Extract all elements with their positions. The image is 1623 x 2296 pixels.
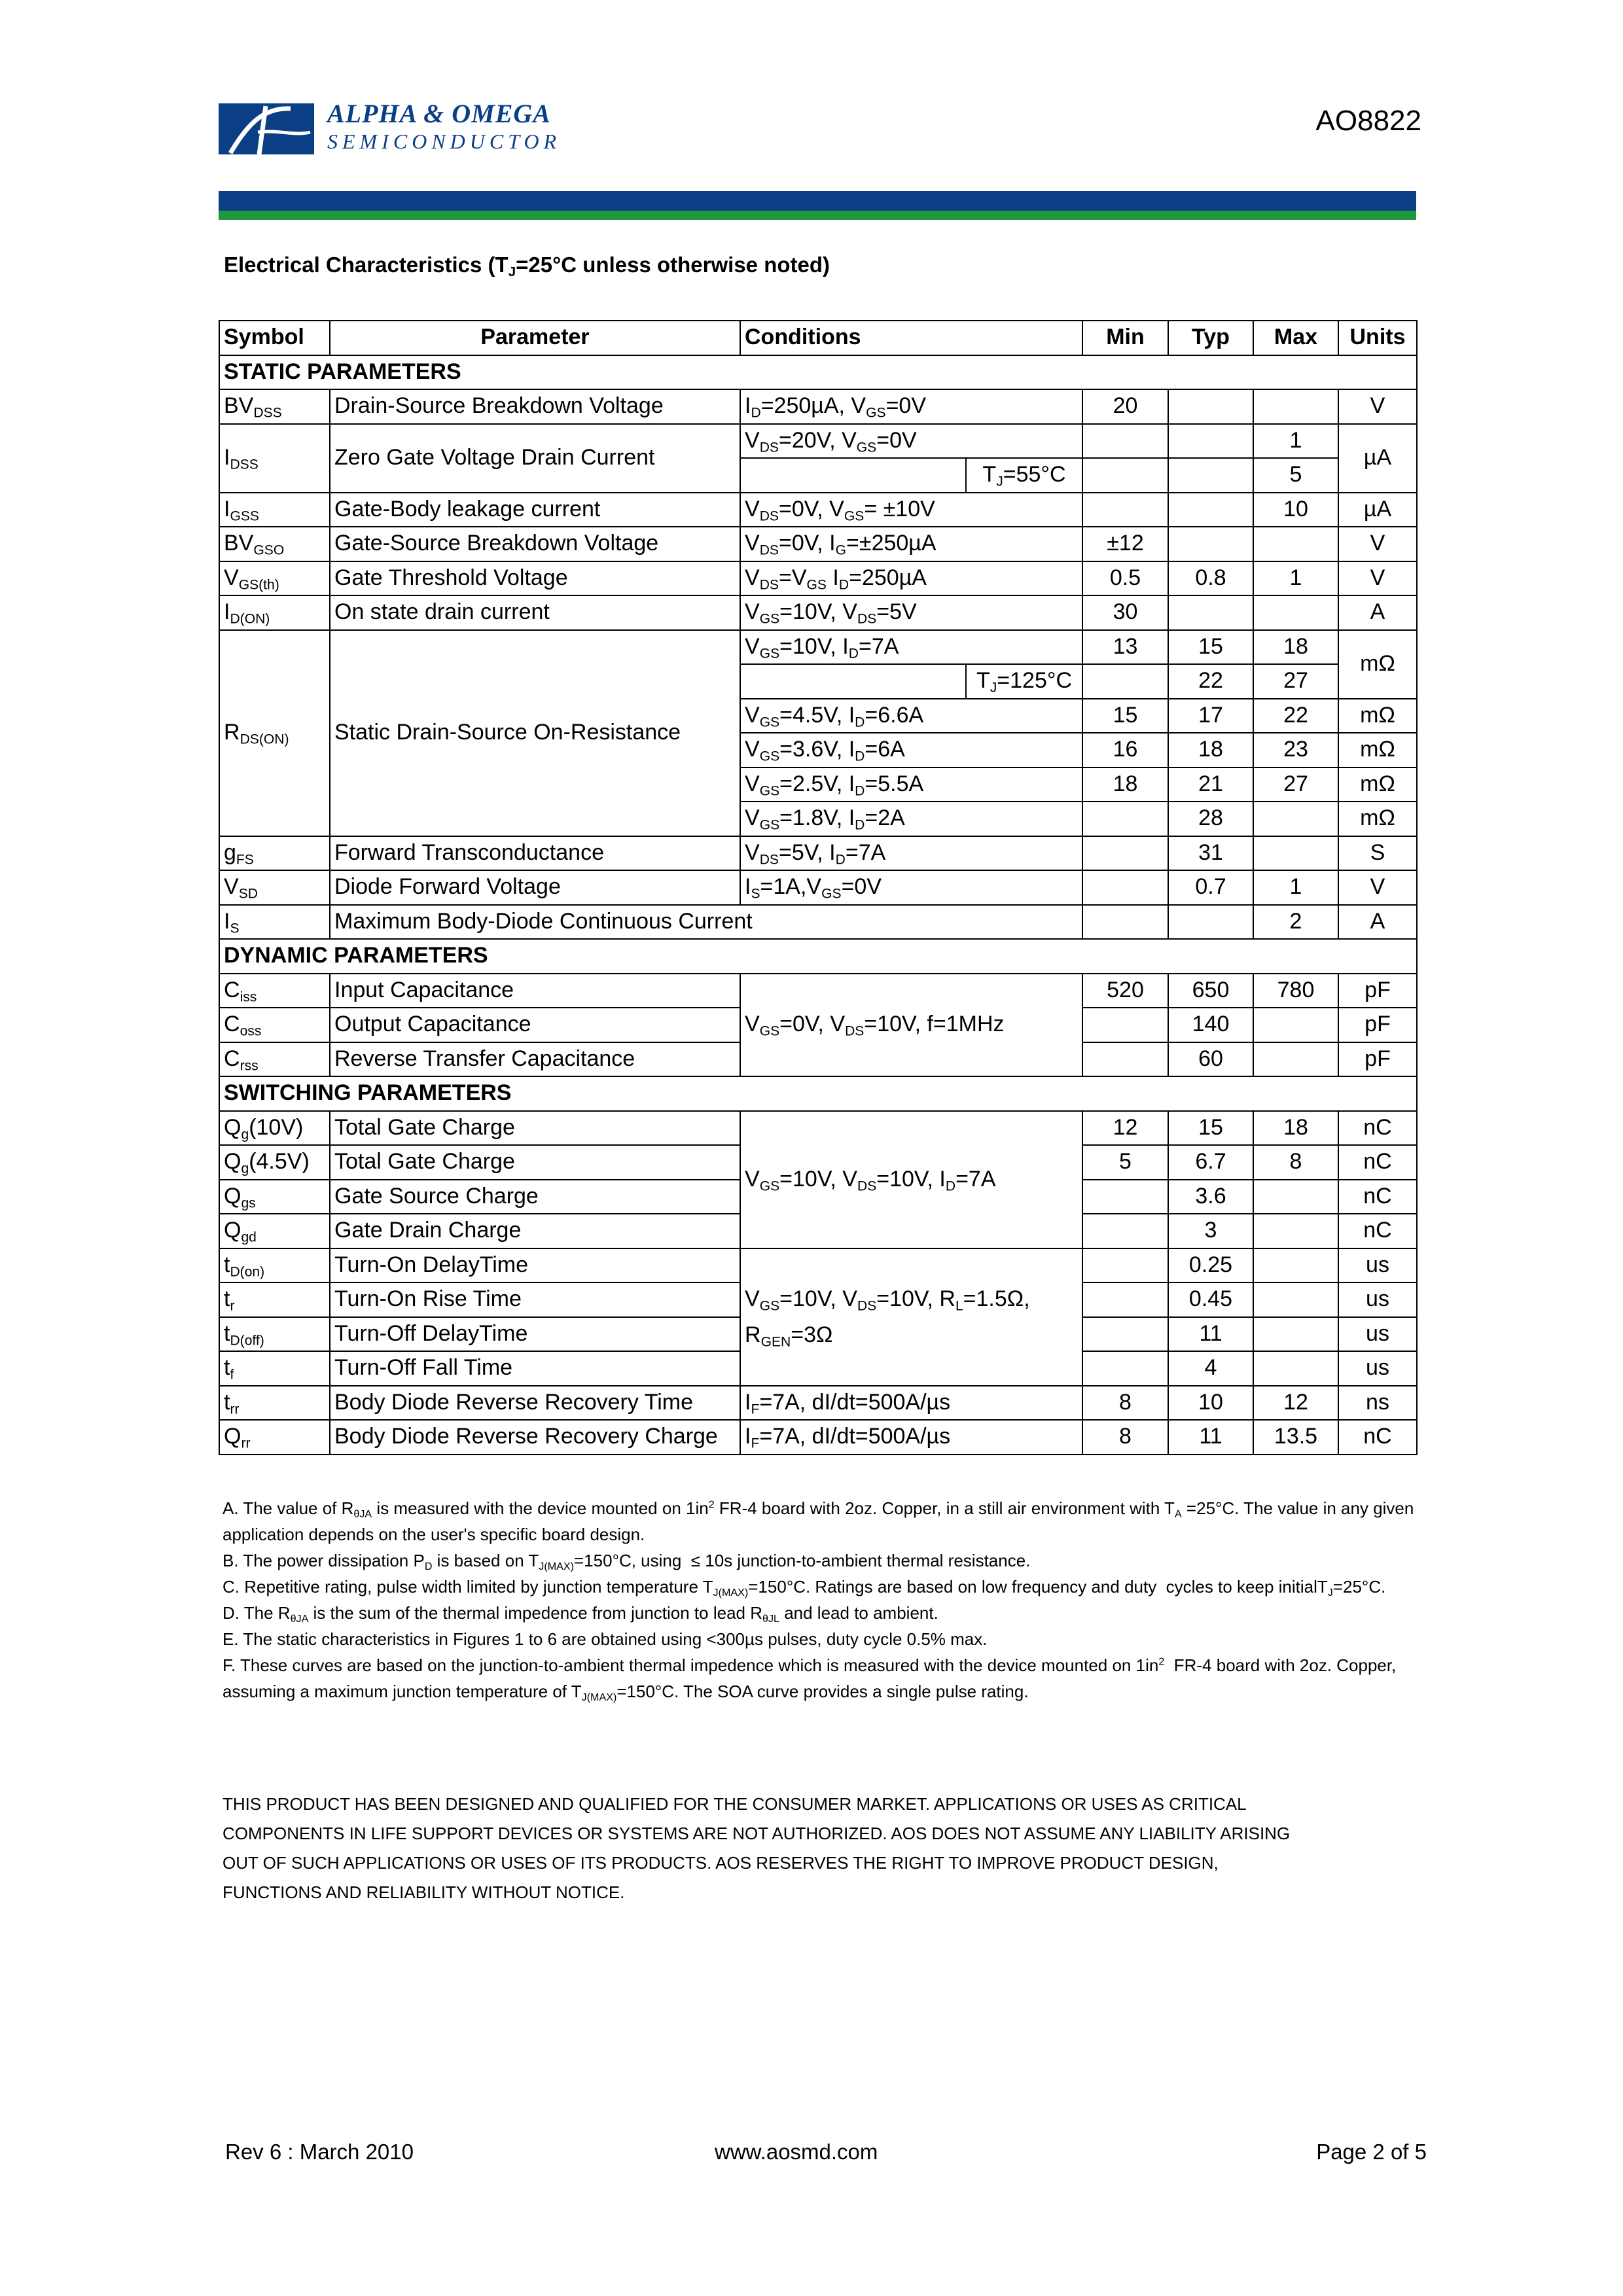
symbol-idss: $I_{DSS}$ [219, 424, 330, 493]
parameter-cell: Gate-Source Breakdown Voltage [330, 527, 740, 561]
section-row-switching [219, 1076, 1417, 1111]
max-cell: 2 [1253, 905, 1338, 940]
table-row [219, 870, 1417, 905]
typ-cell: 31 [1168, 836, 1253, 871]
typ-cell [1168, 389, 1253, 424]
parameter-cell: Turn-Off DelayTime [330, 1317, 740, 1352]
symbol-qg10: $Q_g(10V)$ [219, 1111, 330, 1146]
table-row [219, 1420, 1417, 1455]
parameter-cell: Total Gate Charge [330, 1111, 740, 1146]
sub-condition-cell: $T_J=55^\circ C$ [966, 458, 1082, 493]
conditions-cell-blank [740, 664, 966, 699]
conditions-cell: $V_{GS}=4.5V$, $I_D=6.6A$ [740, 699, 1082, 733]
conditions-cell: $V_{DS}=20V$, $V_{GS}=0V$ [740, 424, 1082, 459]
max-cell: 8 [1253, 1145, 1338, 1180]
min-cell [1082, 1282, 1168, 1317]
parameter-cell: Forward Transconductance [330, 836, 740, 871]
table-row [219, 595, 1417, 630]
parameter-cell: Total Gate Charge [330, 1145, 740, 1180]
typ-cell: 18 [1168, 733, 1253, 768]
typ-cell: 15 [1168, 630, 1253, 665]
header-band-green [219, 211, 1416, 220]
parameter-cell: Turn-On Rise Time [330, 1282, 740, 1317]
units-cell: V [1338, 561, 1417, 596]
header-min: Min [1082, 321, 1168, 355]
table-row [219, 974, 1417, 1008]
max-cell [1253, 389, 1338, 424]
conditions-cell: $V_{GS}=1.8V$, $I_D=2A$ [740, 802, 1082, 836]
typ-cell: 0.8 [1168, 561, 1253, 596]
min-cell [1082, 664, 1168, 699]
parameter-cell: Turn-Off Fall Time [330, 1351, 740, 1386]
conditions-cell: $V_{GS}=10V$, $V_{DS}=10V$, $I_D=7A$ [740, 1111, 1082, 1248]
min-cell: 15 [1082, 699, 1168, 733]
min-cell: 520 [1082, 974, 1168, 1008]
sub-condition-cell: $T_J=125^\circ C$ [966, 664, 1082, 699]
units-cell: us [1338, 1317, 1417, 1352]
units-cell: µA [1338, 493, 1417, 527]
parameter-cell: Output Capacitance [330, 1008, 740, 1042]
typ-cell: 10 [1168, 1386, 1253, 1421]
symbol-qgd: $Q_{gd}$ [219, 1214, 330, 1248]
symbol-coss: $C_{oss}$ [219, 1008, 330, 1042]
units-cell: S [1338, 836, 1417, 871]
max-cell: 12 [1253, 1386, 1338, 1421]
header-conditions: Conditions [740, 321, 1082, 355]
max-cell: 10 [1253, 493, 1338, 527]
units-cell: mΩ [1338, 699, 1417, 733]
typ-cell: 60 [1168, 1042, 1253, 1077]
parameter-cell: Maximum Body-Diode Continuous Current [330, 905, 1082, 940]
units-cell: nC [1338, 1180, 1417, 1214]
electrical-characteristics-table [219, 320, 1418, 1455]
typ-cell: 6.7 [1168, 1145, 1253, 1180]
footnote-a: A. The value of RθJA is measured with the device mounted on $1in^2$ FR-4 board with 2oz. Copper, in a still air environment with TA =25°C. The value in any given application depends on the user's specific board design. [223, 1498, 1414, 1544]
alpha-omega-logo-icon [219, 103, 314, 154]
min-cell [1082, 458, 1168, 493]
disclaimer-line: FUNCTIONS AND RELIABILITY WITHOUT NOTICE. [223, 1882, 625, 1902]
symbol-trr: $t_{rr}$ [219, 1386, 330, 1421]
max-cell: 1 [1253, 561, 1338, 596]
min-cell: 8 [1082, 1386, 1168, 1421]
min-cell [1082, 1180, 1168, 1214]
company-logo-mark [219, 103, 314, 154]
table-row [219, 527, 1417, 561]
symbol-tdon: $t_{D(on)}$ [219, 1248, 330, 1283]
min-cell [1082, 1317, 1168, 1352]
disclaimer-line: OUT OF SUCH APPLICATIONS OR USES OF ITS PRODUCTS. AOS RESERVES THE RIGHT TO IMPROVE PRODUCT DESIGN, [223, 1853, 1219, 1873]
typ-cell: 21 [1168, 768, 1253, 802]
table-row [219, 493, 1417, 527]
min-cell [1082, 1042, 1168, 1077]
min-cell [1082, 1008, 1168, 1042]
conditions-cell: $V_{GS}=10V$, $I_D=7A$ [740, 630, 1082, 665]
conditions-cell: $V_{GS}=0V$, $V_{DS}=10V$, f=1MHz [740, 974, 1082, 1077]
header-parameter: Parameter [330, 321, 740, 355]
max-cell: 13.5 [1253, 1420, 1338, 1455]
parameter-cell: Gate Drain Charge [330, 1214, 740, 1248]
section-dynamic-label: DYNAMIC PARAMETERS [219, 939, 1417, 974]
typ-cell: 28 [1168, 802, 1253, 836]
logo-company-subtitle: SEMICONDUCTOR [327, 130, 562, 153]
units-cell: V [1338, 389, 1417, 424]
parameter-cell: Gate-Body leakage current [330, 493, 740, 527]
typ-cell: 3 [1168, 1214, 1253, 1248]
symbol-bvgso: $BV_{GSO}$ [219, 527, 330, 561]
units-cell: mΩ [1338, 768, 1417, 802]
parameter-cell: Drain-Source Breakdown Voltage [330, 389, 740, 424]
max-cell [1253, 836, 1338, 871]
table-row [219, 630, 1417, 665]
max-cell: 23 [1253, 733, 1338, 768]
footnotes [223, 1495, 1420, 1704]
typ-cell [1168, 424, 1253, 459]
units-cell: pF [1338, 1008, 1417, 1042]
units-cell: pF [1338, 974, 1417, 1008]
section-title-text: Electrical Characteristics ($T_J=25^\circ C$ unless otherwise noted) [224, 253, 830, 280]
conditions-cell: $V_{GS}=10V$, $V_{DS}=10V$, $R_L=1.5\Omega$, $R_{GEN}=3\Omega$ [740, 1248, 1082, 1386]
typ-cell [1168, 458, 1253, 493]
min-cell: 8 [1082, 1420, 1168, 1455]
symbol-tr: $t_r$ [219, 1282, 330, 1317]
conditions-cell-blank [740, 458, 966, 493]
max-cell: 27 [1253, 768, 1338, 802]
header-symbol: Symbol [219, 321, 330, 355]
parameter-cell: Reverse Transfer Capacitance [330, 1042, 740, 1077]
units-cell: A [1338, 595, 1417, 630]
min-cell [1082, 424, 1168, 459]
header-max: Max [1253, 321, 1338, 355]
symbol-idon: $I_{D(ON)}$ [219, 595, 330, 630]
conditions-cell: $V_{GS}=10V$, $V_{DS}=5V$ [740, 595, 1082, 630]
typ-cell: 17 [1168, 699, 1253, 733]
min-cell: 18 [1082, 768, 1168, 802]
max-cell [1253, 1282, 1338, 1317]
min-cell [1082, 802, 1168, 836]
section-row-dynamic [219, 939, 1417, 974]
table-row [219, 1248, 1417, 1283]
typ-cell [1168, 527, 1253, 561]
symbol-qrr: $Q_{rr}$ [219, 1420, 330, 1455]
footer-revision: Rev 6 : March 2010 [225, 2140, 414, 2164]
min-cell [1082, 1351, 1168, 1386]
conditions-cell: $V_{GS}=2.5V$, $I_D=5.5A$ [740, 768, 1082, 802]
footer-page-number: Page 2 of 5 [1316, 2140, 1427, 2164]
symbol-tdoff: $t_{D(off)}$ [219, 1317, 330, 1352]
table-row [219, 561, 1417, 596]
section-title [224, 253, 830, 280]
units-cell: nC [1338, 1420, 1417, 1455]
units-cell: mΩ [1338, 802, 1417, 836]
units-cell: mΩ [1338, 630, 1417, 699]
max-cell [1253, 1351, 1338, 1386]
table-row [219, 1386, 1417, 1421]
min-cell: ±12 [1082, 527, 1168, 561]
max-cell: 27 [1253, 664, 1338, 699]
typ-cell: 11 [1168, 1317, 1253, 1352]
max-cell: 1 [1253, 870, 1338, 905]
symbol-tf: $t_f$ [219, 1351, 330, 1386]
typ-cell: 650 [1168, 974, 1253, 1008]
typ-cell: 11 [1168, 1420, 1253, 1455]
max-cell [1253, 1317, 1338, 1352]
conditions-cell: $I_D=250\mu A$, $V_{GS}=0V$ [740, 389, 1082, 424]
table-row [219, 389, 1417, 424]
conditions-cell: $I_S=1A,V_{GS}=0V$ [740, 870, 1082, 905]
min-cell [1082, 1248, 1168, 1283]
units-cell: us [1338, 1351, 1417, 1386]
conditions-cell: $I_F=7A$, dI/dt=500A/µs [740, 1420, 1082, 1455]
conditions-cell: $V_{DS}=0V$, $I_G=\pm 250\mu A$ [740, 527, 1082, 561]
min-cell: 5 [1082, 1145, 1168, 1180]
units-cell: V [1338, 527, 1417, 561]
conditions-cell: $V_{DS}=5V$, $I_D=7A$ [740, 836, 1082, 871]
min-cell [1082, 836, 1168, 871]
header-typ: Typ [1168, 321, 1253, 355]
section-row-static [219, 355, 1417, 390]
units-cell: µA [1338, 424, 1417, 493]
units-cell: A [1338, 905, 1417, 940]
min-cell: 30 [1082, 595, 1168, 630]
part-number: AO8822 [1315, 105, 1421, 137]
parameter-cell: Body Diode Reverse Recovery Time [330, 1386, 740, 1421]
max-cell [1253, 1180, 1338, 1214]
min-cell: 0.5 [1082, 561, 1168, 596]
typ-cell [1168, 905, 1253, 940]
header-units: Units [1338, 321, 1417, 355]
units-cell: ns [1338, 1386, 1417, 1421]
max-cell [1253, 1248, 1338, 1283]
parameter-cell: Input Capacitance [330, 974, 740, 1008]
parameter-cell: Static Drain-Source On-Resistance [330, 630, 740, 836]
max-cell [1253, 1008, 1338, 1042]
footnote-b: B. The power dissipation PD is based on TJ(MAX)=150°C, using ≤ 10s junction-to-ambient thermal resistance. [223, 1551, 1031, 1572]
parameter-cell: Gate Threshold Voltage [330, 561, 740, 596]
typ-cell [1168, 595, 1253, 630]
typ-cell: 0.25 [1168, 1248, 1253, 1283]
symbol-vgsth: $V_{GS(th)}$ [219, 561, 330, 596]
footnote-f: F. These curves are based on the junction-to-ambient thermal impedence which is measured with the device mounted on $1in^2$ FR-4 board with 2oz. Copper, assuming a maximum junction temperature of TJ(MAX)=150°C. The SOA curve provides a single pulse rating. [223, 1655, 1397, 1703]
footnote-d: D. The RθJA is the sum of the thermal impedence from junction to lead RθJL and lead to ambient. [223, 1603, 938, 1625]
symbol-vsd: $V_{SD}$ [219, 870, 330, 905]
parameter-cell: Zero Gate Voltage Drain Current [330, 424, 740, 493]
typ-cell: 0.7 [1168, 870, 1253, 905]
max-cell [1253, 595, 1338, 630]
units-cell: us [1338, 1248, 1417, 1283]
max-cell [1253, 802, 1338, 836]
units-cell: pF [1338, 1042, 1417, 1077]
max-cell: 5 [1253, 458, 1338, 493]
symbol-crss: $C_{rss}$ [219, 1042, 330, 1077]
table-row [219, 836, 1417, 871]
max-cell: 22 [1253, 699, 1338, 733]
max-cell: 18 [1253, 630, 1338, 665]
units-cell: nC [1338, 1111, 1417, 1146]
min-cell: 13 [1082, 630, 1168, 665]
table-row [219, 424, 1417, 459]
symbol-gfs: $g_{FS}$ [219, 836, 330, 871]
typ-cell [1168, 493, 1253, 527]
conditions-cell: $I_F=7A$, dI/dt=500A/µs [740, 1386, 1082, 1421]
typ-cell: 3.6 [1168, 1180, 1253, 1214]
units-cell: mΩ [1338, 733, 1417, 768]
units-cell: nC [1338, 1145, 1417, 1180]
min-cell [1082, 493, 1168, 527]
parameter-cell: Gate Source Charge [330, 1180, 740, 1214]
conditions-cell: $V_{GS}=3.6V$, $I_D=6A$ [740, 733, 1082, 768]
units-cell: us [1338, 1282, 1417, 1317]
table-header-row [219, 321, 1417, 355]
max-cell [1253, 1042, 1338, 1077]
symbol-ciss: $C_{iss}$ [219, 974, 330, 1008]
typ-cell: 0.45 [1168, 1282, 1253, 1317]
min-cell [1082, 1214, 1168, 1248]
footnote-c: C. Repetitive rating, pulse width limited by junction temperature TJ(MAX)=150°C. Ratings are based on low frequency and duty cycles to keep initialTJ=25°C. [223, 1577, 1386, 1598]
units-cell: nC [1338, 1214, 1417, 1248]
symbol-bvdss: $BV_{DSS}$ [219, 389, 330, 424]
conditions-cell: $V_{DS}=V_{GS}$ $I_D=250\mu A$ [740, 561, 1082, 596]
min-cell [1082, 870, 1168, 905]
min-cell: 16 [1082, 733, 1168, 768]
section-switching-label: SWITCHING PARAMETERS [219, 1076, 1417, 1111]
parameter-cell: Turn-On DelayTime [330, 1248, 740, 1283]
min-cell [1082, 905, 1168, 940]
table-row [219, 905, 1417, 940]
symbol-igss: $I_{GSS}$ [219, 493, 330, 527]
typ-cell: 22 [1168, 664, 1253, 699]
max-cell: 780 [1253, 974, 1338, 1008]
header-band-blue [219, 191, 1416, 211]
max-cell: 18 [1253, 1111, 1338, 1146]
parameter-cell: Diode Forward Voltage [330, 870, 740, 905]
footnote-e: E. The static characteristics in Figures 1 to 6 are obtained using <300µs pulses, duty cycle 0.5% max. [223, 1629, 988, 1649]
min-cell: 20 [1082, 389, 1168, 424]
symbol-rdson: $R_{DS(ON)}$ [219, 630, 330, 836]
disclaimer-line: COMPONENTS IN LIFE SUPPORT DEVICES OR SYSTEMS ARE NOT AUTHORIZED. AOS DOES NOT ASSUME ANY LIABILITY ARISING [223, 1824, 1291, 1843]
typ-cell: 15 [1168, 1111, 1253, 1146]
footer-url-link[interactable]: www.aosmd.com [715, 2140, 878, 2164]
max-cell [1253, 527, 1338, 561]
symbol-is: $I_S$ [219, 905, 330, 940]
symbol-qgs: $Q_{gs}$ [219, 1180, 330, 1214]
disclaimer [223, 1790, 1420, 1907]
section-static-label: STATIC PARAMETERS [219, 355, 1417, 390]
max-cell [1253, 1214, 1338, 1248]
parameter-cell: Body Diode Reverse Recovery Charge [330, 1420, 740, 1455]
disclaimer-line: THIS PRODUCT HAS BEEN DESIGNED AND QUALIFIED FOR THE CONSUMER MARKET. APPLICATIONS OR USES AS CRITICAL [223, 1794, 1247, 1814]
min-cell: 12 [1082, 1111, 1168, 1146]
logo-company-name: ALPHA & OMEGA [327, 99, 551, 128]
symbol-qg45: $Q_g(4.5V)$ [219, 1145, 330, 1180]
typ-cell: 140 [1168, 1008, 1253, 1042]
parameter-cell: On state drain current [330, 595, 740, 630]
table-row [219, 1111, 1417, 1146]
typ-cell: 4 [1168, 1351, 1253, 1386]
max-cell: 1 [1253, 424, 1338, 459]
conditions-cell: $V_{DS}=0V$, $V_{GS}= \pm 10V$ [740, 493, 1082, 527]
units-cell: V [1338, 870, 1417, 905]
